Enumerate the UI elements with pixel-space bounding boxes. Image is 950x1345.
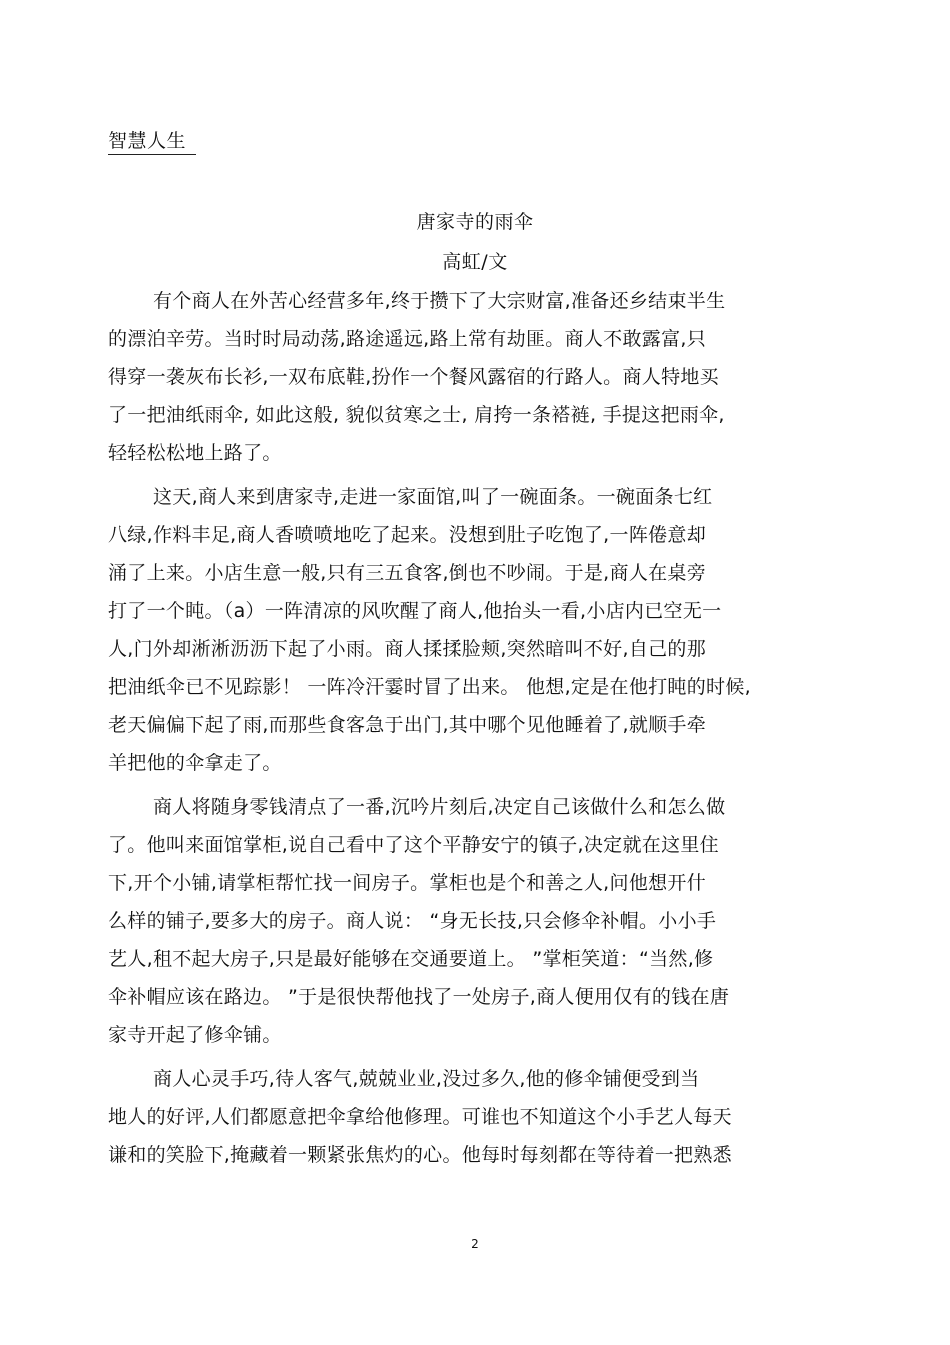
body-line: 打了一个盹。（a）一阵清凉的风吹醒了商人,他抬头一看,小店内已空无一 xyxy=(108,600,722,622)
body-line: 家寺开起了修伞铺。 xyxy=(108,1024,282,1046)
body-line: 人,门外却淅淅沥沥下起了小雨。商人揉揉脸颊,突然暗叫不好,自己的那 xyxy=(108,638,707,660)
body-line: 八绿,作料丰足,商人香喷喷地吃了起来。没想到肚子吃饱了,一阵倦意却 xyxy=(108,524,707,546)
body-line: 商人将随身零钱清点了一番,沉吟片刻后,决定自己该做什么和怎么做 xyxy=(153,796,726,818)
article-author: 高虹/文 xyxy=(442,251,508,273)
body-line: 艺人,租不起大房子,只是最好能够在交通要道上。 ”掌柜笑道：“当然,修 xyxy=(108,948,714,970)
article-title: 唐家寺的雨伞 xyxy=(416,211,534,233)
body-line: 谦和的笑脸下,掩藏着一颗紧张焦灼的心。他每时每刻都在等待着一把熟悉 xyxy=(108,1144,732,1166)
body-line: 羊把他的伞拿走了。 xyxy=(108,752,282,774)
body-line: 的漂泊辛劳。当时时局动荡,路途遥远,路上常有劫匪。商人不敢露富,只 xyxy=(108,328,707,350)
body-line: 老天偏偏下起了雨,而那些食客急于出门,其中哪个见他睡着了,就顺手牵 xyxy=(108,714,707,736)
body-line: 商人心灵手巧,待人客气,兢兢业业,没过多久,他的修伞铺便受到当 xyxy=(153,1068,700,1090)
body-line: 伞补帽应该在路边。 ”于是很快帮他找了一处房子,商人便用仅有的钱在唐 xyxy=(108,986,730,1008)
page-number: 2 xyxy=(471,1237,479,1251)
body-line: 得穿一袭灰布长衫,一双布底鞋,扮作一个餐风露宿的行路人。商人特地买 xyxy=(108,366,719,388)
body-line: 了一把油纸雨伞, 如此这般, 貌似贫寒之士, 肩挎一条褡裢, 手提这把雨伞, xyxy=(108,404,725,426)
body-line: 这天,商人来到唐家寺,走进一家面馆,叫了一碗面条。一碗面条七红 xyxy=(153,486,713,508)
body-line: 了。他叫来面馆掌柜,说自己看中了这个平静安宁的镇子,决定就在这里住 xyxy=(108,834,719,856)
body-line: 涌了上来。小店生意一般,只有三五食客,倒也不吵闹。于是,商人在桌旁 xyxy=(108,562,707,584)
body-line: 地人的好评,人们都愿意把伞拿给他修理。可谁也不知道这个小手艺人每天 xyxy=(108,1106,732,1128)
body-line: 把油纸伞已不见踪影！ 一阵冷汗霎时冒了出来。 他想,定是在他打盹的时候, xyxy=(108,676,751,698)
body-line: 下,开个小铺,请掌柜帮忙找一间房子。掌柜也是个和善之人,问他想开什 xyxy=(108,872,707,894)
section-label: 智慧人生 xyxy=(108,128,196,155)
body-line: 轻轻松松地上路了。 xyxy=(108,442,282,464)
body-line: 有个商人在外苦心经营多年,终于攒下了大宗财富,准备还乡结束半生 xyxy=(153,290,726,312)
body-line: 么样的铺子,要多大的房子。商人说： “身无长技,只会修伞补帽。小小手 xyxy=(108,910,717,932)
